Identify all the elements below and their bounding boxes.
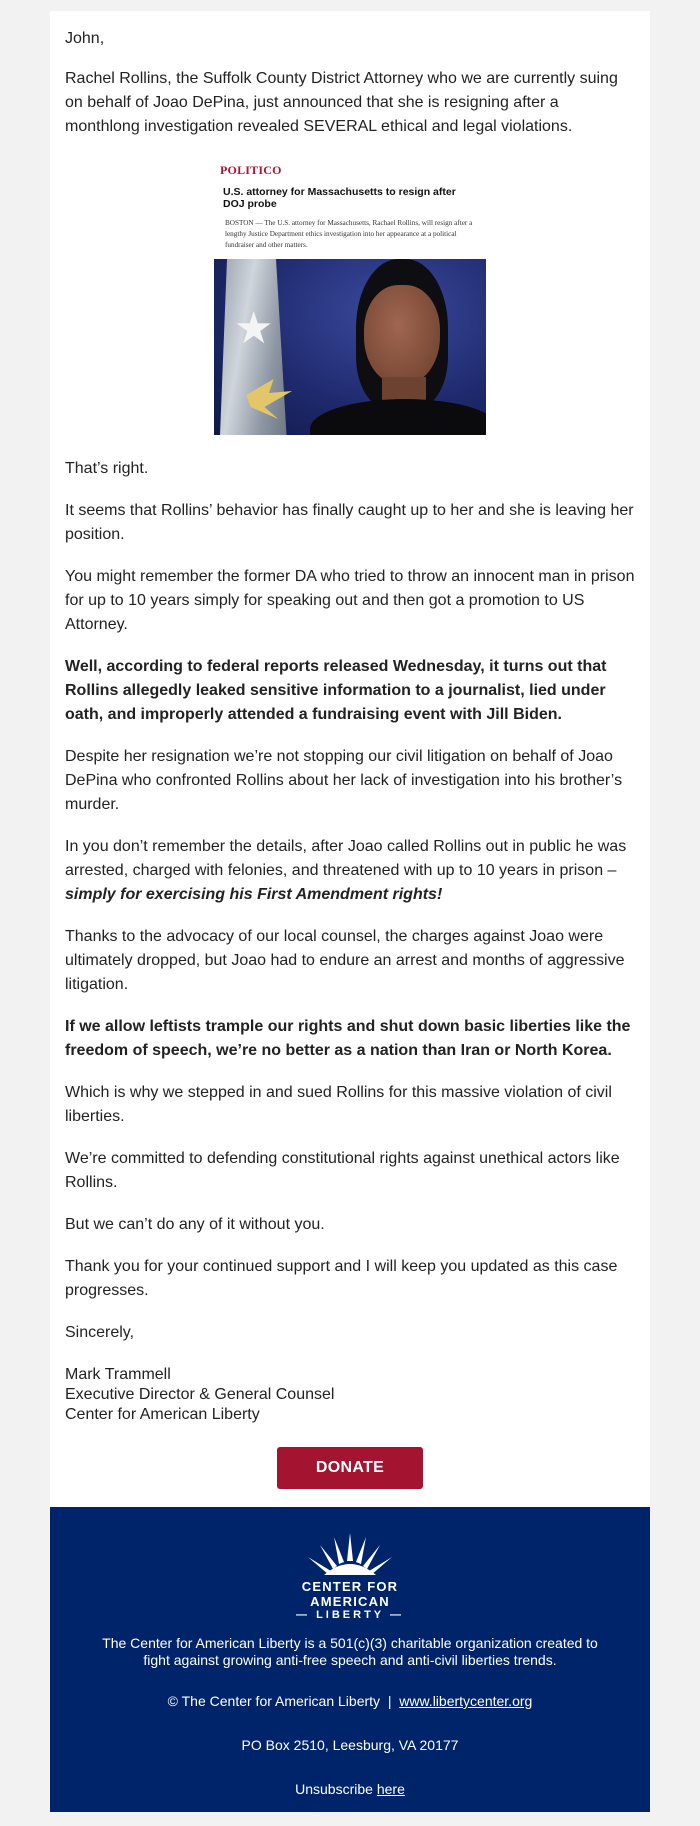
footer [50,1507,650,1812]
paragraph-text: In you don’t remember the details, after Joao called Rollins out in public he was arrested, charged with felonies, and threatened with up to 10 years in prison – [65,838,627,879]
paragraph: You might remember the former DA who tried to throw an innocent man in prison for up to 10 years simply for speaking out and then got a promotion to US Attorney. [65,568,635,633]
unsubscribe-line [70,1777,630,1801]
portrait-face [364,285,440,385]
signer-title: Executive Director & General Counsel [65,1386,335,1403]
paragraph: Which is why we stepped in and sued Rollins for this massive violation of civil liberties. [65,1084,612,1125]
article-summary: BOSTON — The U.S. attorney for Massachusetts, Rachael Rollins, will resign after a lengthy Justice Department ethics investigation into her appearance at a political fundraiser and other matters. [225,219,473,249]
bold-paragraph: Well, according to federal reports released Wednesday, it turns out that Rollins allegedly leaked sensitive information to a journalist, lied under oath, and improperly attended a fundraising event with Jill Biden. [65,658,607,723]
email-body [50,11,650,1507]
signer-org: Center for American Liberty [65,1406,260,1423]
logo-name: CENTER FOR AMERICAN [301,1579,399,1609]
donate-wrap [65,1447,635,1507]
article-image[interactable] [214,157,486,435]
org-logo [270,1531,430,1621]
separator: | [387,1693,392,1709]
website-link[interactable]: www.libertycenter.org [399,1693,533,1709]
paragraph: Despite her resignation we’re not stopping our civil litigation on behalf of Joao DePina who confronted Rollins about her lack of investigation into his brother’s murder. [65,748,623,813]
intro-paragraph: Rachel Rollins, the Suffolk County District Attorney who we are currently suing on behalf of Joao DePina, just announced that she is resigning after a monthlong investigation revealed SEVERAL ethical and legal violations. [65,70,618,135]
star-icon: ★ [234,304,274,353]
paragraph: It seems that Rollins’ behavior has finally caught up to her and she is leaving her position. [65,502,634,543]
paragraph: But we can’t do any of it without you. [65,1216,325,1233]
paragraph: That’s right. [65,460,149,477]
footer-address: PO Box 2510, Leesburg, VA 20177 [241,1737,459,1753]
sunburst-icon [290,1531,410,1577]
unsubscribe-text: Unsubscribe [295,1781,373,1797]
logo-sub-text: LIBERTY [316,1609,384,1621]
article-headline: U.S. attorney for Massachusetts to resign after DOJ probe [223,186,456,210]
signoff [65,1321,635,1425]
logo-sub: — LIBERTY — [296,1609,404,1621]
paragraph: Thanks to the advocacy of our local counsel, the charges against Joao were ultimately dropped, but Joao had to endure an arrest and months of aggressive litigation. [65,928,625,993]
email-card [50,11,650,1812]
paragraph: Thank you for your continued support and I will keep you updated as this case progresses. [65,1258,618,1299]
paragraph: We’re committed to defending constitutional rights against unethical actors like Rollins. [65,1150,620,1191]
footer-copyright-line [70,1689,630,1713]
greeting: John, [65,30,105,47]
copyright-text: © The Center for American Liberty [167,1693,381,1709]
paragraph [65,835,635,907]
unsubscribe-link[interactable]: here [376,1781,405,1797]
politico-logo: POLITICO [220,163,282,177]
bold-paragraph: If we allow leftists trample our rights and shut down basic liberties like the freedom of speech, we’re no better as a nation than Iran or North Korea. [65,1018,631,1059]
closing: Sincerely, [65,1324,135,1341]
portrait-body [310,399,486,435]
article-photo [214,259,486,435]
emphasis-text: simply for exercising his First Amendment rights! [65,886,443,903]
signature-block [65,1365,635,1425]
signer-name: Mark Trammell [65,1366,171,1383]
footer-description: The Center for American Liberty is a 501(c)(3) charitable organization created to fight against growing anti-free speech and anti-civil liberties trends. [102,1635,598,1668]
donate-button[interactable]: DONATE [277,1447,423,1489]
